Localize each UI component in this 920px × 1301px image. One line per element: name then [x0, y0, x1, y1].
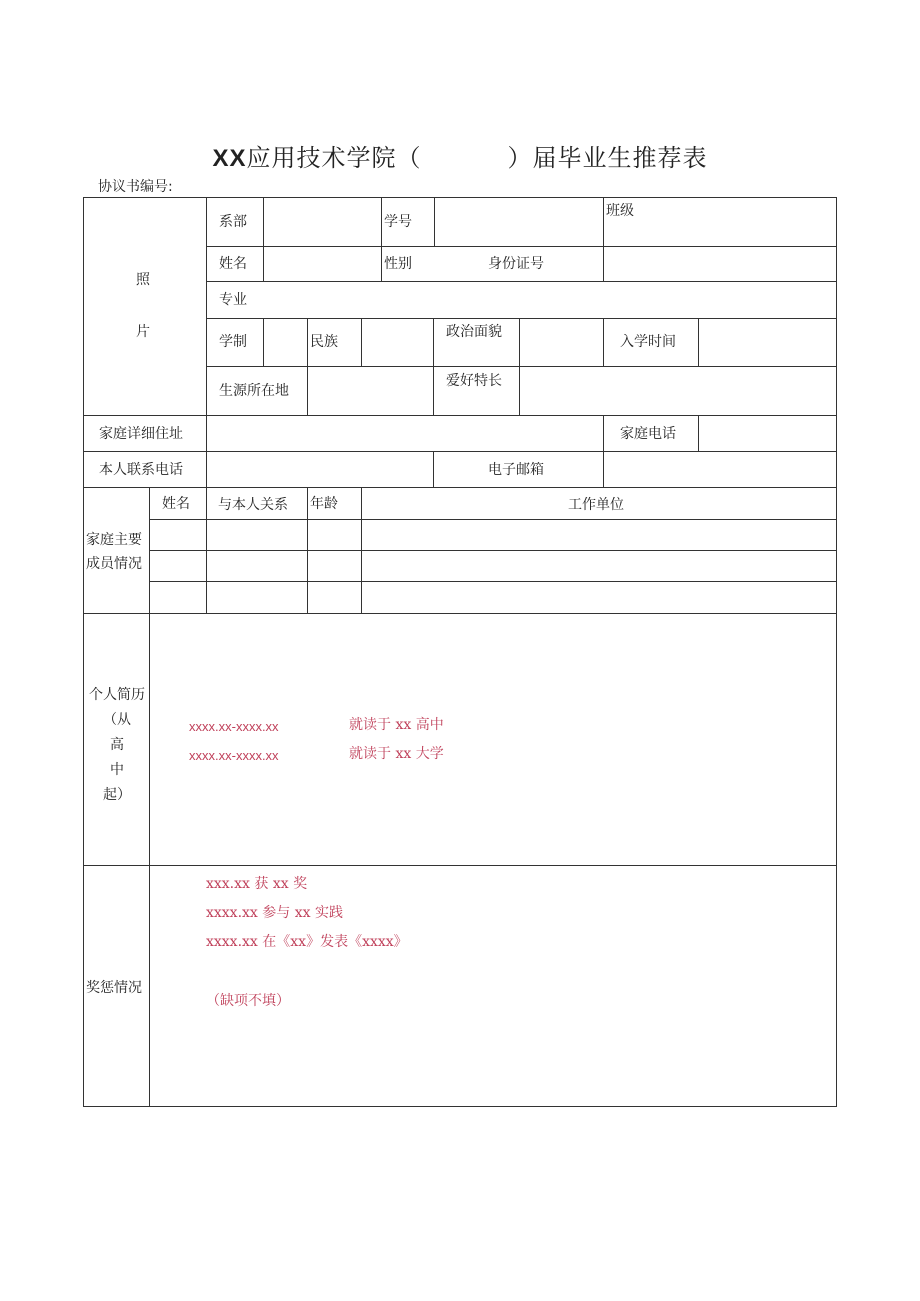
resume-label-1: 个人简历 [89, 687, 145, 703]
personal-phone-label: 本人联系电话 [99, 462, 183, 478]
resume-entry-text: 就读于 xx 高中 [349, 717, 444, 733]
resume-section-label [86, 683, 148, 808]
page-title: XX应用技术学院（ ）届毕业生推荐表 [212, 144, 708, 172]
resume-entry-period: xxxx.xx-xxxx.xx [189, 748, 279, 763]
photo-label-1: 照 [136, 272, 150, 288]
email-label: 电子邮箱 [488, 462, 544, 478]
awards-note: （缺项不填） [206, 993, 290, 1009]
name-label: 姓名 [219, 256, 247, 272]
id-card-label: 身份证号 [488, 256, 544, 272]
class-label: 班级 [606, 203, 634, 219]
family-col-name: 姓名 [162, 496, 190, 512]
student-id-label: 学号 [384, 214, 412, 230]
schooling-length-label: 学制 [219, 334, 247, 350]
family-section-label-2: 成员情况 [86, 556, 142, 572]
award-line: xxxx.xx 在《xx》发表《xxxx》 [206, 934, 408, 950]
awards-section-label: 奖惩情况 [86, 980, 142, 996]
family-col-relation: 与本人关系 [218, 497, 288, 513]
major-label: 专业 [219, 292, 247, 308]
family-col-workplace: 工作单位 [568, 497, 624, 513]
resume-label-3: 高 [110, 737, 124, 753]
hobbies-label: 爱好特长 [446, 373, 502, 389]
resume-entry-text: 就读于 xx 大学 [349, 746, 444, 762]
resume-entry-period: xxxx.xx-xxxx.xx [189, 719, 279, 734]
enrollment-date-label: 入学时间 [620, 334, 676, 350]
ethnicity-label: 民族 [310, 334, 338, 350]
photo-label-2: 片 [136, 324, 150, 340]
gender-label: 性别 [384, 256, 412, 272]
award-line: xxx.xx 获 xx 奖 [206, 876, 308, 892]
home-phone-label: 家庭电话 [620, 426, 676, 442]
resume-label-2: （从 [103, 712, 131, 728]
family-col-age: 年龄 [310, 496, 338, 512]
resume-label-4: 中 [110, 762, 124, 778]
home-address-label: 家庭详细住址 [99, 426, 183, 442]
resume-label-5: 起） [103, 787, 131, 803]
family-section-label-1: 家庭主要 [86, 532, 142, 548]
origin-label: 生源所在地 [219, 383, 289, 399]
agreement-number-label: 协议书编号: [98, 179, 173, 195]
department-label: 系部 [219, 214, 247, 230]
political-status-label: 政治面貌 [446, 324, 502, 340]
award-line: xxxx.xx 参与 xx 实践 [206, 905, 343, 921]
